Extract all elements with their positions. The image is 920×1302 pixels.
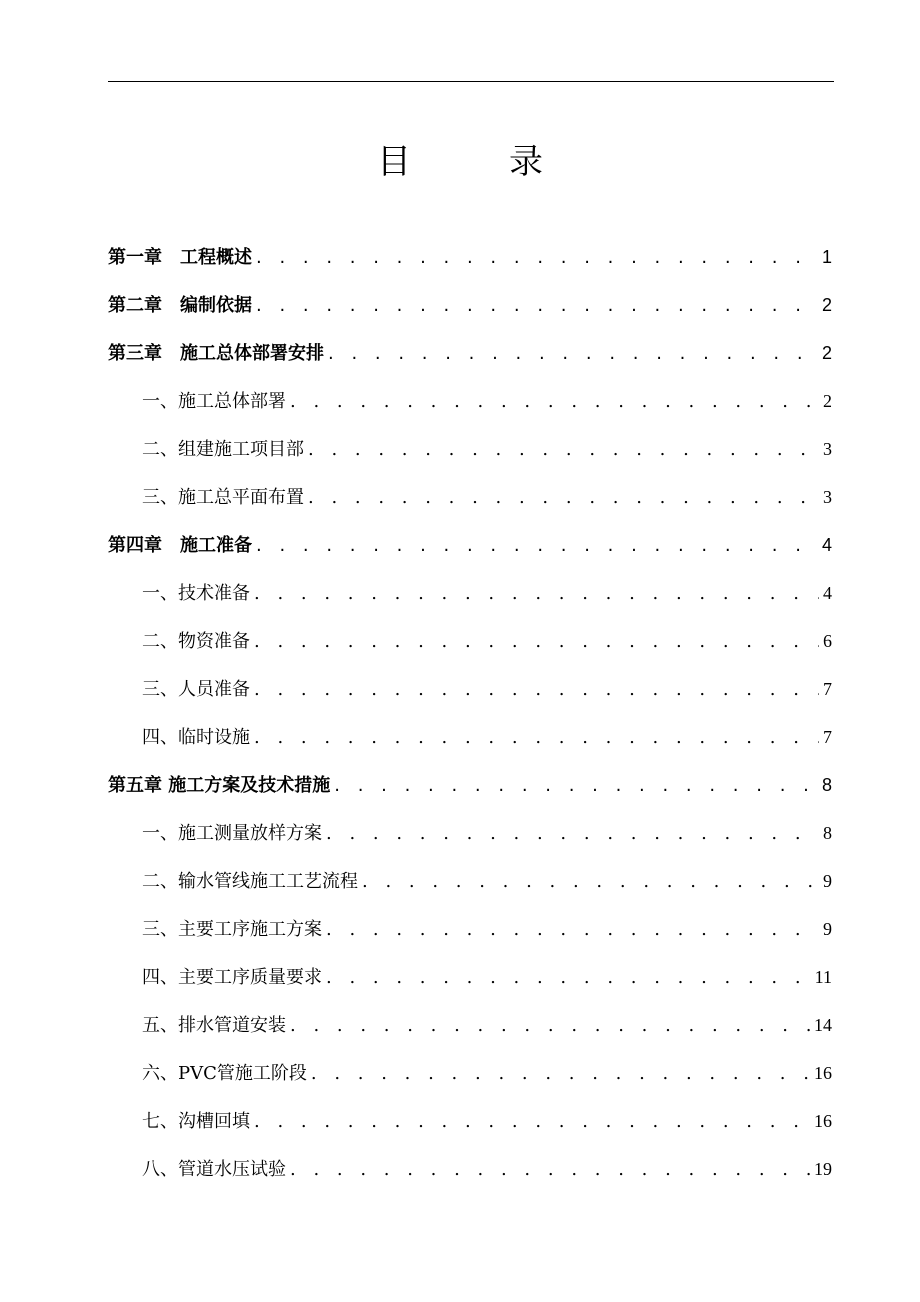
toc-entry[interactable]	[108, 665, 832, 713]
toc-entry[interactable]	[108, 1049, 832, 1097]
dot-leader	[308, 426, 819, 474]
toc-entry-label: 一、施工测量放样方案	[142, 823, 322, 844]
toc-entry-label: 第四章 施工准备	[108, 535, 252, 556]
toc-entry-page: 14	[814, 1015, 832, 1035]
toc-entry[interactable]	[108, 521, 832, 569]
toc-entry[interactable]	[108, 1001, 832, 1049]
dot-leader	[362, 858, 819, 906]
toc-entry-label: 四、主要工序质量要求	[142, 967, 322, 988]
dot-leader	[334, 762, 818, 810]
dot-leader	[256, 282, 818, 330]
toc-entry[interactable]	[108, 857, 832, 905]
toc-entry[interactable]	[108, 905, 832, 953]
table-of-contents	[108, 233, 832, 1193]
toc-entry-page: 2	[821, 295, 832, 315]
toc-entry[interactable]	[108, 377, 832, 425]
toc-entry[interactable]	[108, 809, 832, 857]
toc-entry-page: 6	[823, 631, 832, 651]
toc-entry[interactable]	[108, 569, 832, 617]
toc-entry-page: 1	[821, 247, 832, 267]
toc-entry[interactable]	[108, 1097, 832, 1145]
dot-leader	[290, 1002, 810, 1050]
toc-entry-label: 二、组建施工项目部	[142, 439, 304, 460]
toc-entry-page: 11	[814, 967, 832, 987]
dot-leader	[254, 618, 819, 666]
dot-leader	[326, 906, 819, 954]
toc-entry-page: 2	[821, 343, 832, 363]
toc-entry-label: 第二章 编制依据	[108, 295, 252, 316]
header-rule	[108, 81, 834, 82]
toc-entry-label: 第三章 施工总体部署安排	[108, 343, 324, 364]
toc-entry[interactable]	[108, 953, 832, 1001]
toc-entry[interactable]	[108, 617, 832, 665]
toc-entry-page: 3	[823, 487, 832, 507]
dot-leader	[256, 522, 818, 570]
toc-entry-label: 一、施工总体部署	[142, 391, 286, 412]
toc-entry-label: 五、排水管道安装	[142, 1015, 286, 1036]
toc-entry[interactable]	[108, 473, 832, 521]
toc-entry-page: 19	[814, 1159, 832, 1179]
toc-entry-page: 8	[821, 775, 832, 795]
toc-entry-page: 4	[823, 583, 832, 603]
dot-leader	[290, 378, 819, 426]
dot-leader	[254, 714, 819, 762]
dot-leader	[326, 810, 819, 858]
toc-entry-label: 四、临时设施	[142, 727, 250, 748]
toc-entry-label: 三、主要工序施工方案	[142, 919, 322, 940]
toc-entry-page: 7	[823, 679, 832, 699]
toc-entry-label: 三、施工总平面布置	[142, 487, 304, 508]
toc-entry-label: 八、管道水压试验	[142, 1159, 286, 1180]
toc-title: 目 录	[377, 142, 575, 182]
toc-entry-page: 7	[823, 727, 832, 747]
toc-entry-label: 二、输水管线施工工艺流程	[142, 871, 358, 892]
toc-entry-page: 2	[823, 391, 832, 411]
toc-entry-label: 一、技术准备	[142, 583, 250, 604]
dot-leader	[256, 234, 818, 282]
toc-entry-label: 第一章 工程概述	[108, 247, 252, 268]
toc-entry[interactable]	[108, 761, 832, 809]
toc-entry-label: 六、PVC管施工阶段	[142, 1063, 307, 1084]
toc-entry-label: 七、沟槽回填	[142, 1111, 250, 1132]
toc-entry-label: 二、物资准备	[142, 631, 250, 652]
toc-entry[interactable]	[108, 425, 832, 473]
toc-entry-page: 9	[823, 919, 832, 939]
toc-entry[interactable]	[108, 233, 832, 281]
dot-leader	[308, 474, 819, 522]
toc-entry-page: 16	[814, 1063, 832, 1083]
toc-entry-page: 16	[814, 1111, 832, 1131]
dot-leader	[328, 330, 818, 378]
toc-entry[interactable]	[108, 329, 832, 377]
toc-entry-page: 8	[823, 823, 832, 843]
dot-leader	[290, 1146, 810, 1194]
toc-entry[interactable]	[108, 281, 832, 329]
toc-entry-label: 第五章 施工方案及技术措施	[108, 775, 331, 796]
toc-entry[interactable]	[108, 713, 832, 761]
dot-leader	[254, 666, 819, 714]
toc-entry[interactable]	[108, 1145, 832, 1193]
toc-entry-page: 9	[823, 871, 832, 891]
dot-leader	[311, 1050, 810, 1098]
toc-entry-label: 三、人员准备	[142, 679, 250, 700]
toc-entry-page: 3	[823, 439, 832, 459]
dot-leader	[254, 1098, 810, 1146]
dot-leader	[254, 570, 819, 618]
dot-leader	[326, 954, 811, 1002]
toc-entry-page: 4	[821, 535, 832, 555]
